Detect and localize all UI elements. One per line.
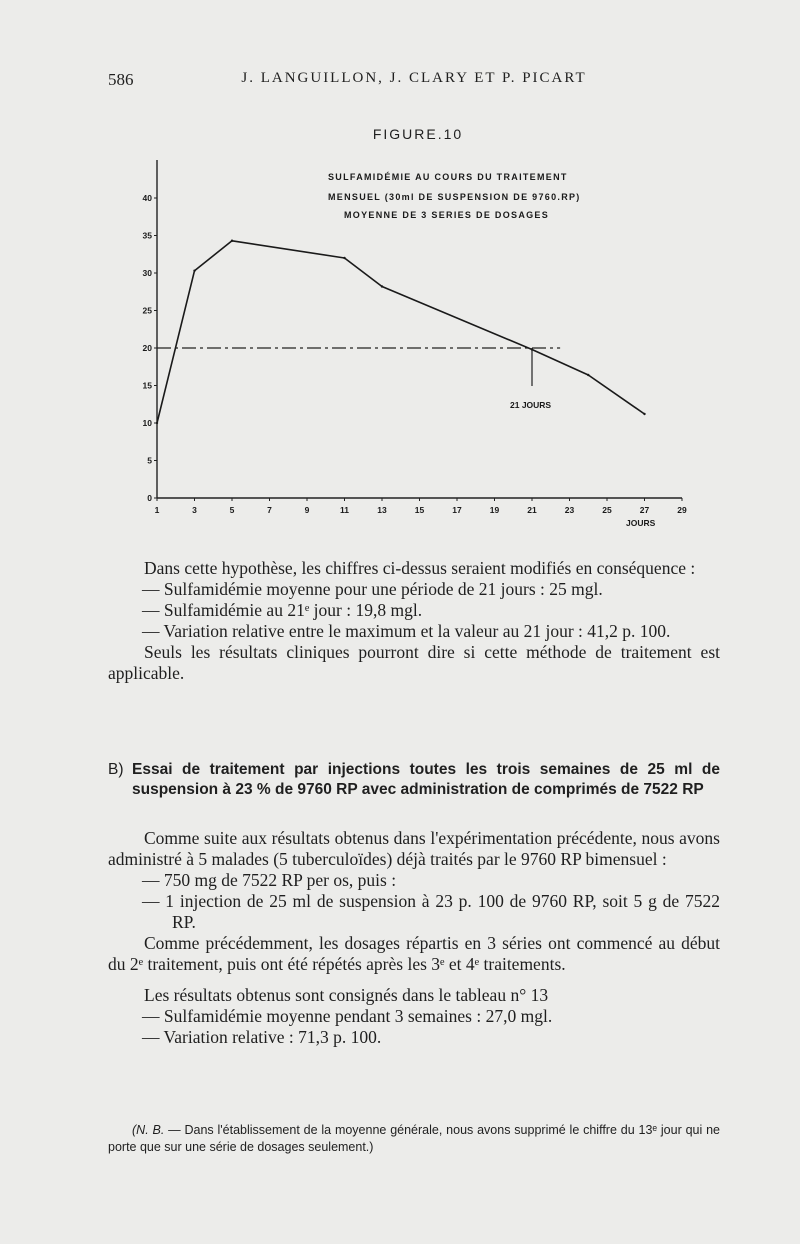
x-axis-title: JOURS (626, 518, 656, 528)
page-number: 586 (108, 70, 134, 89)
series-line (157, 241, 645, 423)
section-title: Essai de traitement par injections toutes les trois semaines de 25 ml de suspension à 23 % de 9760 RP avec administration de comprimés de 7522 RP (132, 761, 720, 798)
x-tick-label: 5 (229, 505, 235, 515)
x-tick-label: 21 (527, 505, 537, 515)
x-tick-label: 3 (192, 505, 197, 515)
list-item: — Sulfamidémie au 21ᵉ jour : 19,8 mgl. (142, 600, 423, 620)
y-tick-label: 25 (142, 305, 152, 316)
x-tick-label: 19 (489, 505, 500, 515)
chart-annotation-line-1: SULFAMIDÉMIE AU COURS DU TRAITEMENT (328, 172, 568, 182)
series-point (231, 240, 233, 242)
list-item: — Variation relative : 71,3 p. 100. (142, 1027, 382, 1047)
y-tick-label: 40 (142, 193, 152, 203)
y-tick-label: 10 (142, 418, 152, 428)
y-tick-label: 20 (142, 343, 152, 353)
x-tick-label: 15 (414, 505, 425, 515)
figure-10-chart (130, 150, 710, 530)
footnote-nb: (N. B. (132, 1123, 165, 1137)
text-block-2 (108, 828, 720, 1048)
list-item: — 1 injection de 25 ml de suspension à 23 p. 100 de 9760 RP, soit 5 g de 7522 RP. (142, 891, 720, 932)
list-item: — Sulfamidémie moyenne pendant 3 semaines : 27,0 mgl. (142, 1006, 553, 1026)
y-tick-label: 35 (142, 230, 152, 241)
paragraph: Seuls les résultats cliniques pourront dire si cette méthode de traitement est applicable. (108, 642, 720, 683)
series-point (343, 257, 345, 259)
x-tick-label: 29 (677, 505, 687, 515)
paragraph: Les résultats obtenus sont consignés dans le tableau n° 13 (144, 985, 549, 1005)
list-item: — 750 mg de 7522 RP per os, puis : (142, 870, 397, 890)
y-tick-label: 5 (147, 455, 152, 466)
series-point (156, 422, 158, 424)
x-tick-label: 17 (452, 505, 462, 515)
x-tick-label: 13 (377, 505, 387, 515)
y-tick-label: 0 (147, 493, 152, 503)
chart-annotation-line-3: MOYENNE DE 3 SERIES DE DOSAGES (344, 210, 550, 220)
chart-annotation-line-2: MENSUEL (30ml DE SUSPENSION DE 9760.RP) (328, 192, 581, 202)
figure-title: FIGURE.10 (372, 126, 464, 142)
text-block-1 (108, 558, 720, 684)
x-tick-label: 1 (154, 505, 160, 515)
paragraph: Dans cette hypothèse, les chiffres ci-dessus seraient modifiés en conséquence : (144, 558, 696, 578)
x-tick-label: 23 (564, 505, 575, 515)
y-tick-label: 15 (142, 380, 152, 391)
series-point (193, 270, 195, 272)
paragraph: Comme précédemment, les dosages répartis en 3 séries ont commencé au début du 2ᵉ traitement, puis ont été répétés après les 3ᵉ et 4ᵉ traitements. (108, 933, 720, 974)
series-point (587, 374, 589, 376)
series-point (643, 413, 645, 415)
x-tick-label: 25 (602, 505, 612, 515)
x-tick-label: 7 (267, 505, 272, 515)
x-tick-label: 27 (639, 505, 650, 515)
footnote-text: — Dans l'établissement de la moyenne générale, nous avons supprimé le chiffre du 13ᵉ jour qui ne porte que sur une série de dosages seulement.) (108, 1123, 720, 1154)
marker-label: 21 JOURS (510, 400, 552, 410)
paragraph: Comme suite aux résultats obtenus dans l'expérimentation précédente, nous avons administré à 5 malades (5 tuberculoïdes) déjà traités par le 9760 RP bimensuel : (108, 828, 720, 869)
section-letter: B) (108, 761, 124, 778)
section-heading (108, 760, 720, 800)
x-tick-label: 11 (340, 505, 349, 515)
page-header (108, 70, 720, 94)
series-point (381, 285, 383, 287)
x-tick-label: 9 (304, 505, 310, 515)
list-item: — Sulfamidémie moyenne pour une période de 21 jours : 25 mgl. (142, 579, 603, 599)
footnote (108, 1122, 720, 1156)
running-head: J. LANGUILLON, J. CLARY ET P. PICART (241, 70, 587, 86)
list-item: — Variation relative entre le maximum et la valeur au 21 jour : 41,2 p. 100. (142, 621, 671, 641)
series-point (531, 348, 533, 350)
y-tick-label: 30 (142, 268, 152, 278)
